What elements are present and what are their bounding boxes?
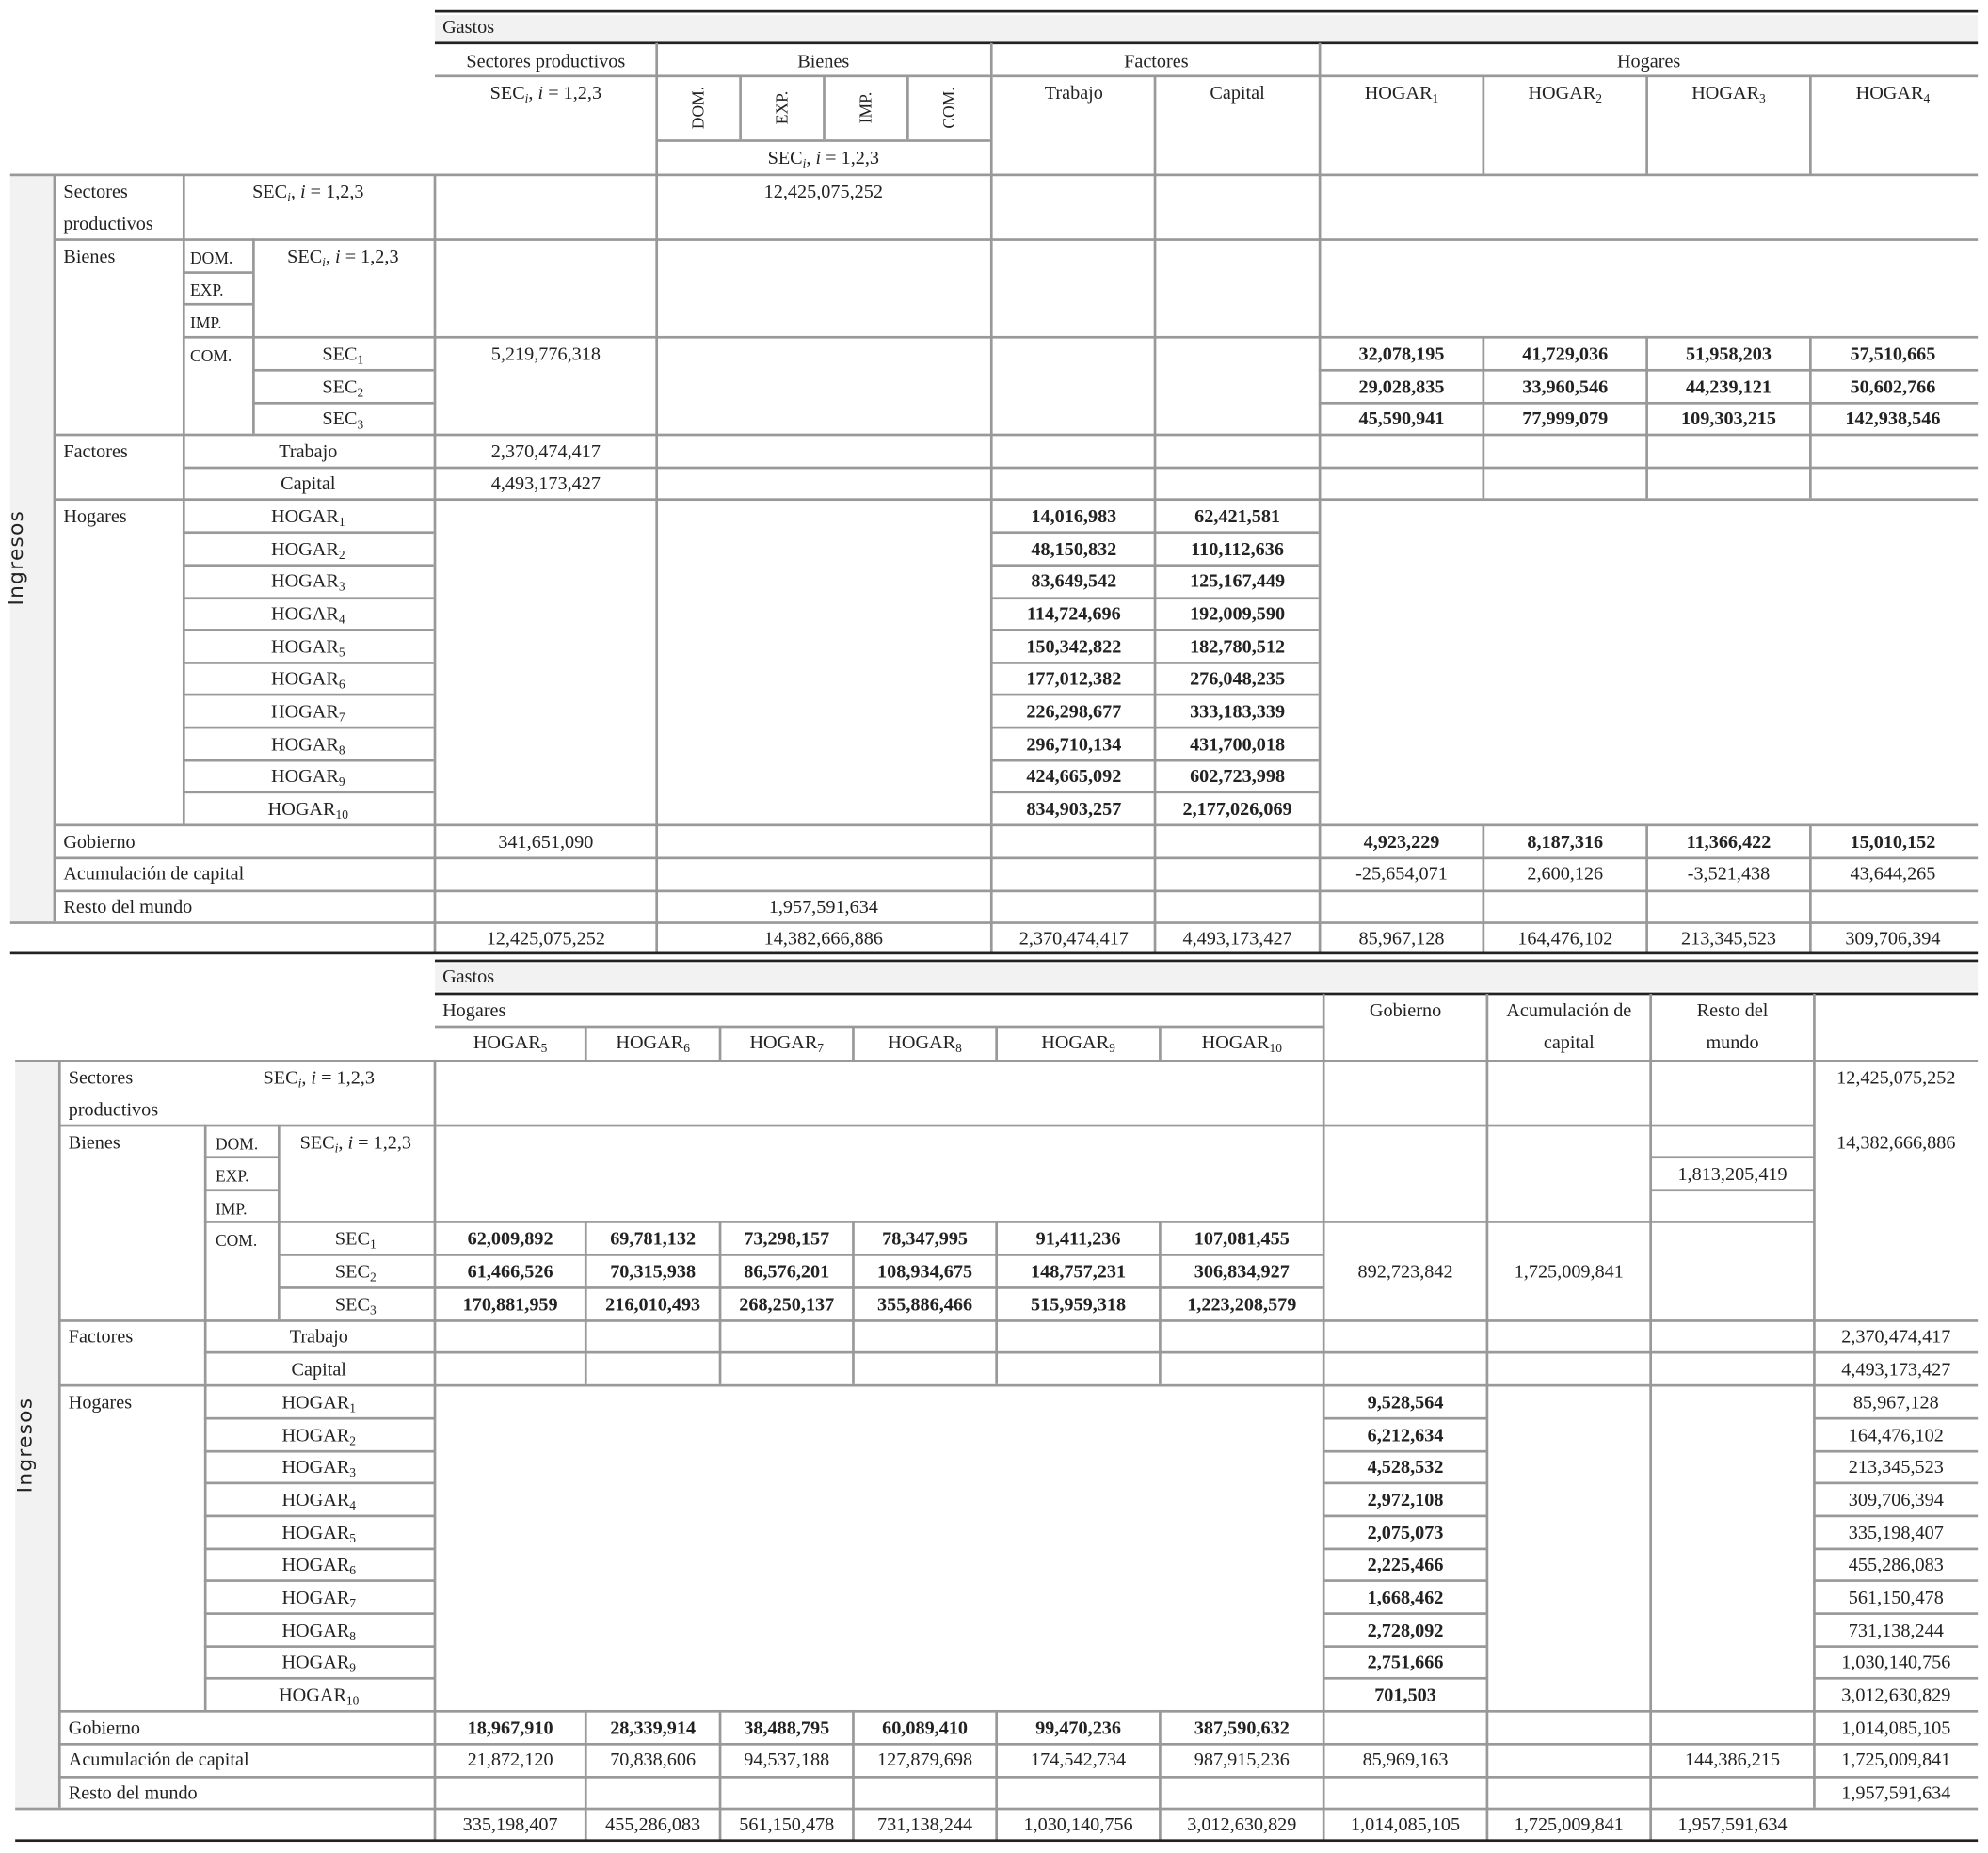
cell: 70,315,938 bbox=[610, 1262, 697, 1284]
cell: 226,298,677 bbox=[1026, 702, 1122, 723]
col-exp: EXP. bbox=[772, 90, 792, 125]
cell: 2,075,073 bbox=[1367, 1523, 1444, 1544]
cell: 296,710,134 bbox=[1026, 735, 1122, 756]
row-hogar-4: $HOGAR_4$ bbox=[271, 604, 345, 628]
column-total: 12,425,075,252 bbox=[486, 929, 605, 950]
cell: 2,177,026,069 bbox=[1182, 799, 1292, 821]
cell: 602,723,998 bbox=[1190, 766, 1286, 788]
row-total: 2,370,474,417 bbox=[1841, 1327, 1951, 1348]
cell: 192,009,590 bbox=[1190, 604, 1286, 626]
row-capital: Capital bbox=[291, 1360, 346, 1381]
cell: 28,339,914 bbox=[610, 1718, 697, 1739]
row-hogar-7: $HOGAR_7$ bbox=[271, 702, 345, 726]
cell: 9,528,564 bbox=[1367, 1393, 1444, 1414]
gastos-label: Gastos bbox=[442, 966, 495, 988]
cell: 69,781,132 bbox=[610, 1229, 697, 1251]
cell: 127,879,698 bbox=[877, 1750, 973, 1771]
cell: 2,751,666 bbox=[1367, 1653, 1444, 1673]
row-gobierno: Gobierno bbox=[68, 1718, 141, 1739]
cell: 892,723,842 bbox=[1357, 1262, 1453, 1284]
cell: 109,303,215 bbox=[1680, 409, 1777, 430]
cell: 6,212,634 bbox=[1367, 1426, 1444, 1446]
row-total: 309,706,394 bbox=[1848, 1490, 1944, 1511]
row-acumulacion: Acumulación de capital bbox=[68, 1750, 249, 1771]
cell: 85,969,163 bbox=[1362, 1750, 1449, 1771]
cell: 515,959,318 bbox=[1031, 1295, 1127, 1317]
row-bienes-sec-i: $SEC_i$, i = 1,2,3 bbox=[299, 1133, 412, 1157]
row-total: 561,150,478 bbox=[1848, 1588, 1944, 1609]
column-total: 731,138,244 bbox=[877, 1814, 973, 1836]
row-total: 3,012,630,829 bbox=[1841, 1685, 1951, 1706]
row-sec-2: $SEC_2$ bbox=[334, 1262, 377, 1286]
col-gobierno: Gobierno bbox=[1369, 1001, 1442, 1022]
col-hogar-6: $HOGAR_6$ bbox=[616, 1032, 690, 1056]
row-sec-i: $SEC_i$, i = 1,2,3 bbox=[252, 182, 364, 206]
row-hogar-2: $HOGAR_2$ bbox=[271, 539, 345, 564]
row-hogar-10: $HOGAR_{10}$ bbox=[279, 1685, 360, 1709]
cell: 11,366,422 bbox=[1686, 832, 1772, 854]
cell: 5,219,776,318 bbox=[490, 344, 601, 365]
row-total: 164,476,102 bbox=[1848, 1426, 1944, 1446]
col-hogar-1: $HOGAR_1$ bbox=[1364, 83, 1439, 107]
col-hogar-8: $HOGAR_8$ bbox=[888, 1032, 962, 1056]
row-sec-3: $SEC_3$ bbox=[334, 1295, 377, 1318]
row-hogar-3: $HOGAR_3$ bbox=[281, 1457, 357, 1481]
col-hogar-3: $HOGAR_3$ bbox=[1691, 83, 1766, 107]
col-sec-i: $SEC_i$, i = 1,2,3 bbox=[489, 83, 602, 107]
row-factores: Factores bbox=[63, 442, 128, 463]
row-hogar-8: $HOGAR_8$ bbox=[271, 735, 345, 759]
row-sec-1: $SEC_1$ bbox=[322, 344, 364, 368]
cell: 174,542,734 bbox=[1031, 1750, 1127, 1771]
cell: -3,521,438 bbox=[1687, 864, 1771, 886]
cell: 86,576,201 bbox=[744, 1262, 830, 1284]
row-total: 12,425,075,252 bbox=[1836, 1068, 1956, 1089]
row-hogar-6: $HOGAR_6$ bbox=[281, 1555, 357, 1578]
cell: 125,167,449 bbox=[1190, 571, 1286, 593]
cell: 77,999,079 bbox=[1522, 409, 1609, 430]
row-com: COM. bbox=[215, 1230, 258, 1251]
col-group-sectores: Sectores productivos bbox=[466, 52, 626, 72]
col-trabajo: Trabajo bbox=[1044, 83, 1103, 104]
row-total: 455,286,083 bbox=[1848, 1555, 1944, 1576]
column-total: 3,012,630,829 bbox=[1187, 1814, 1297, 1836]
row-capital: Capital bbox=[281, 473, 336, 495]
cell: 44,239,121 bbox=[1686, 377, 1772, 398]
row-hogar-7: $HOGAR_7$ bbox=[281, 1588, 357, 1611]
cell: 148,757,231 bbox=[1031, 1262, 1127, 1284]
cell: 4,923,229 bbox=[1363, 832, 1440, 854]
row-sectores-productivos: Sectores productivos bbox=[68, 1068, 159, 1121]
column-total: 213,345,523 bbox=[1680, 929, 1777, 950]
cell: 78,347,995 bbox=[882, 1229, 969, 1251]
row-hogar-6: $HOGAR_6$ bbox=[271, 669, 345, 693]
gastos-label: Gastos bbox=[442, 17, 495, 39]
col-imp: IMP. bbox=[856, 91, 875, 124]
column-total: 309,706,394 bbox=[1845, 929, 1941, 950]
row-dom: DOM. bbox=[215, 1134, 259, 1154]
row-sec-2: $SEC_2$ bbox=[322, 377, 364, 401]
column-total: 1,030,140,756 bbox=[1023, 1814, 1133, 1836]
row-hogar-5: $HOGAR_5$ bbox=[281, 1523, 357, 1547]
row-hogar-1: $HOGAR_1$ bbox=[271, 506, 345, 531]
row-imp: IMP. bbox=[190, 312, 222, 332]
cell: 701,503 bbox=[1374, 1685, 1436, 1706]
row-trabajo: Trabajo bbox=[289, 1327, 348, 1348]
row-trabajo: Trabajo bbox=[279, 442, 338, 463]
cell: 333,183,339 bbox=[1190, 702, 1286, 723]
col-dom: DOM. bbox=[688, 86, 708, 130]
col-group-bienes: Bienes bbox=[797, 52, 850, 72]
col-capital: Capital bbox=[1210, 83, 1265, 104]
cell: 62,421,581 bbox=[1194, 506, 1281, 528]
row-resto-mundo: Resto del mundo bbox=[68, 1783, 198, 1804]
row-hogar-3: $HOGAR_3$ bbox=[271, 571, 345, 595]
col-hogar-4: $HOGAR_4$ bbox=[1855, 83, 1931, 107]
cell: 1,725,009,841 bbox=[1514, 1262, 1624, 1284]
row-bienes-sec-i: $SEC_i$, i = 1,2,3 bbox=[287, 247, 399, 270]
cell: 73,298,157 bbox=[744, 1229, 830, 1251]
cell: 15,010,152 bbox=[1850, 832, 1936, 854]
cell: 1,813,205,419 bbox=[1677, 1164, 1788, 1186]
row-total: 335,198,407 bbox=[1848, 1523, 1944, 1544]
row-hogar-9: $HOGAR_9$ bbox=[281, 1653, 357, 1676]
col-group-hogares: Hogares bbox=[442, 1001, 506, 1022]
row-hogar-5: $HOGAR_5$ bbox=[271, 637, 345, 661]
cell: 170,881,959 bbox=[462, 1295, 558, 1317]
row-dom: DOM. bbox=[190, 248, 233, 268]
row-hogares: Hogares bbox=[63, 506, 127, 528]
cell: 387,590,632 bbox=[1194, 1718, 1290, 1739]
col-group-factores: Factores bbox=[1124, 52, 1189, 72]
cell: 1,957,591,634 bbox=[768, 897, 878, 919]
row-hogar-1: $HOGAR_1$ bbox=[281, 1393, 357, 1416]
cell: 268,250,137 bbox=[739, 1295, 835, 1317]
cell: 2,972,108 bbox=[1367, 1490, 1444, 1511]
row-sec-1: $SEC_1$ bbox=[334, 1229, 377, 1253]
cell: 45,590,941 bbox=[1358, 409, 1445, 430]
col-com: COM. bbox=[939, 87, 959, 129]
row-hogar-9: $HOGAR_9$ bbox=[271, 766, 345, 791]
cell: 108,934,675 bbox=[877, 1262, 973, 1284]
col-hogar-10: $HOGAR_{10}$ bbox=[1201, 1032, 1282, 1056]
row-total: 1,725,009,841 bbox=[1841, 1750, 1951, 1771]
cell: 276,048,235 bbox=[1190, 669, 1286, 690]
row-total: 213,345,523 bbox=[1848, 1457, 1944, 1478]
cell: 2,728,092 bbox=[1367, 1621, 1444, 1642]
row-total: 1,957,591,634 bbox=[1841, 1783, 1951, 1804]
row-acumulacion: Acumulación de capital bbox=[63, 864, 245, 886]
cell: 306,834,927 bbox=[1194, 1262, 1290, 1284]
cell: 70,838,606 bbox=[610, 1750, 697, 1771]
row-bienes: Bienes bbox=[68, 1133, 120, 1154]
cell: 182,780,512 bbox=[1190, 637, 1286, 659]
cell: 14,016,983 bbox=[1031, 506, 1117, 528]
col-hogar-5: $HOGAR_5$ bbox=[473, 1032, 548, 1056]
ingresos-label: Ingresos bbox=[12, 1397, 38, 1494]
cell: 2,225,466 bbox=[1367, 1555, 1444, 1576]
cell: 57,510,665 bbox=[1850, 344, 1936, 365]
column-total: 335,198,407 bbox=[462, 1814, 558, 1836]
ingresos-label: Ingresos bbox=[4, 509, 28, 606]
row-com: COM. bbox=[190, 345, 232, 365]
col-group-hogares: Hogares bbox=[1616, 52, 1681, 72]
row-resto-mundo: Resto del mundo bbox=[63, 897, 193, 919]
row-bienes: Bienes bbox=[63, 247, 116, 268]
cell: 50,602,766 bbox=[1850, 377, 1936, 398]
column-total: 2,370,474,417 bbox=[1018, 929, 1129, 950]
cell: -25,654,071 bbox=[1355, 864, 1448, 886]
row-sectores-productivos: Sectores productivos bbox=[63, 182, 153, 235]
cell: 21,872,120 bbox=[467, 1750, 553, 1771]
col-resto-mundo: Resto del mundo bbox=[1696, 1001, 1769, 1054]
cell: 12,425,075,252 bbox=[763, 182, 883, 203]
column-total: 85,967,128 bbox=[1358, 929, 1445, 950]
col-hogar-9: $HOGAR_9$ bbox=[1041, 1032, 1115, 1056]
row-total: 85,967,128 bbox=[1852, 1393, 1939, 1414]
column-total: 4,493,173,427 bbox=[1182, 929, 1292, 950]
cell: 41,729,036 bbox=[1522, 344, 1609, 365]
column-total: 1,014,085,105 bbox=[1350, 1814, 1461, 1836]
row-total: 4,493,173,427 bbox=[1841, 1360, 1951, 1381]
cell: 216,010,493 bbox=[605, 1295, 701, 1317]
cell: 99,470,236 bbox=[1035, 1718, 1121, 1739]
column-total: 164,476,102 bbox=[1517, 929, 1613, 950]
col-hogar-7: $HOGAR_7$ bbox=[749, 1032, 825, 1056]
cell: 29,028,835 bbox=[1358, 377, 1445, 398]
cell: 431,700,018 bbox=[1190, 735, 1286, 756]
row-hogares: Hogares bbox=[68, 1393, 133, 1414]
cell: 94,537,188 bbox=[744, 1750, 830, 1771]
cell: 142,938,546 bbox=[1845, 409, 1941, 430]
row-imp: IMP. bbox=[215, 1199, 248, 1219]
column-total: 455,286,083 bbox=[605, 1814, 701, 1836]
cell: 4,493,173,427 bbox=[490, 473, 601, 495]
cell: 38,488,795 bbox=[744, 1718, 830, 1739]
row-total: 1,014,085,105 bbox=[1841, 1718, 1951, 1739]
cell: 107,081,455 bbox=[1194, 1229, 1290, 1251]
cell: 424,665,092 bbox=[1026, 766, 1122, 788]
row-exp: EXP. bbox=[190, 280, 224, 299]
col-bienes-sec-i: $SEC_i$, i = 1,2,3 bbox=[767, 148, 880, 171]
row-gobierno: Gobierno bbox=[63, 832, 136, 854]
cell: 4,528,532 bbox=[1367, 1457, 1444, 1478]
cell: 61,466,526 bbox=[467, 1262, 553, 1284]
cell: 51,958,203 bbox=[1686, 344, 1772, 365]
cell: 114,724,696 bbox=[1026, 604, 1121, 626]
row-total: 731,138,244 bbox=[1848, 1621, 1944, 1642]
row-total: 14,382,666,886 bbox=[1836, 1133, 1956, 1154]
cell: 2,600,126 bbox=[1527, 864, 1604, 886]
row-hogar-4: $HOGAR_4$ bbox=[281, 1490, 357, 1514]
row-sec-3: $SEC_3$ bbox=[322, 409, 364, 433]
cell: 62,009,892 bbox=[467, 1229, 553, 1251]
cell: 1,668,462 bbox=[1367, 1588, 1444, 1609]
row-hogar-10: $HOGAR_{10}$ bbox=[267, 799, 348, 823]
col-hogar-2: $HOGAR_2$ bbox=[1528, 83, 1603, 107]
cell: 834,903,257 bbox=[1026, 799, 1122, 821]
cell: 2,370,474,417 bbox=[490, 442, 601, 463]
cell: 48,150,832 bbox=[1031, 539, 1117, 561]
row-factores: Factores bbox=[68, 1327, 134, 1348]
cell: 177,012,382 bbox=[1026, 669, 1122, 690]
cell: 83,649,542 bbox=[1031, 571, 1117, 593]
cell: 32,078,195 bbox=[1358, 344, 1445, 365]
row-exp: EXP. bbox=[215, 1166, 249, 1186]
cell: 43,644,265 bbox=[1850, 864, 1936, 886]
column-total: 1,725,009,841 bbox=[1514, 1814, 1624, 1836]
cell: 33,960,546 bbox=[1522, 377, 1609, 398]
cell: 18,967,910 bbox=[467, 1718, 553, 1739]
cell: 150,342,822 bbox=[1026, 637, 1122, 659]
column-total: 14,382,666,886 bbox=[763, 929, 883, 950]
row-sec-i: $SEC_i$, i = 1,2,3 bbox=[263, 1068, 375, 1092]
cell: 110,112,636 bbox=[1191, 539, 1284, 561]
col-acumulacion: Acumulación de capital bbox=[1506, 1001, 1632, 1054]
cell: 144,386,215 bbox=[1685, 1750, 1781, 1771]
column-total: 1,957,591,634 bbox=[1677, 1814, 1788, 1836]
row-hogar-2: $HOGAR_2$ bbox=[281, 1426, 357, 1449]
row-hogar-8: $HOGAR_8$ bbox=[281, 1621, 357, 1644]
cell: 987,915,236 bbox=[1194, 1750, 1290, 1771]
cell: 91,411,236 bbox=[1035, 1229, 1121, 1251]
cell: 1,223,208,579 bbox=[1187, 1295, 1297, 1317]
cell: 355,886,466 bbox=[877, 1295, 973, 1317]
row-total: 1,030,140,756 bbox=[1841, 1653, 1951, 1673]
cell: 341,651,090 bbox=[498, 832, 594, 854]
cell: 60,089,410 bbox=[882, 1718, 969, 1739]
cell: 8,187,316 bbox=[1527, 832, 1604, 854]
column-total: 561,150,478 bbox=[739, 1814, 835, 1836]
